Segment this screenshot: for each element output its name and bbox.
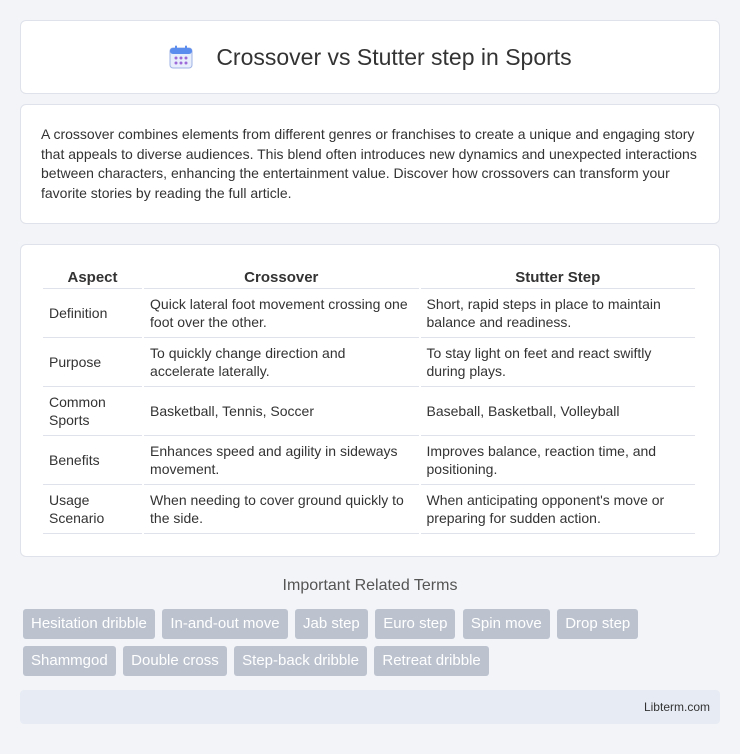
table-row	[43, 485, 695, 534]
footer	[20, 690, 720, 724]
table-cell-stutter-step: To stay light on feet and react swiftly during plays.	[421, 338, 695, 387]
table-cell-crossover: To quickly change direction and accelerate laterally.	[144, 338, 418, 387]
table-cell-aspect: Definition	[43, 289, 142, 338]
footer-site-link[interactable]: Libterm.com	[643, 700, 710, 714]
table-row	[43, 436, 695, 485]
related-term-tag[interactable]: Hesitation dribble	[23, 609, 155, 639]
related-term-tag[interactable]: Shammgod	[23, 646, 116, 676]
table-cell-crossover: When needing to cover ground quickly to the side.	[144, 485, 418, 534]
table-cell-stutter-step: When anticipating opponent's move or preparing for sudden action.	[421, 485, 695, 534]
header-stutter-step: Stutter Step	[421, 265, 695, 289]
related-term-tag[interactable]: Retreat dribble	[374, 646, 488, 676]
table-cell-stutter-step: Improves balance, reaction time, and positioning.	[421, 436, 695, 485]
related-term-tag[interactable]: Double cross	[123, 646, 227, 676]
table-cell-aspect: Purpose	[43, 338, 142, 387]
table-cell-crossover: Quick lateral foot movement crossing one foot over the other.	[144, 289, 418, 338]
intro-text: A crossover combines elements from different genres or franchises to create a unique and engaging story that appeals to diverse audiences. This blend often introduces new dynamics and unexpected interactions between characters, enhancing the entertainment value. Discover how crossovers can transform your favorite stories by reading the full article.	[41, 126, 697, 201]
table-row	[43, 289, 695, 338]
table-cell-stutter-step: Short, rapid steps in place to maintain balance and readiness.	[421, 289, 695, 338]
intro-card	[20, 104, 720, 224]
related-term-tag[interactable]: In-and-out move	[162, 609, 287, 639]
header-crossover: Crossover	[144, 265, 418, 289]
comparison-table	[41, 265, 697, 534]
table-row	[43, 387, 695, 436]
related-term-tag[interactable]: Spin move	[463, 609, 550, 639]
page-title: Crossover vs Stutter step in Sports	[216, 43, 572, 70]
table-cell-crossover: Basketball, Tennis, Soccer	[144, 387, 418, 436]
related-term-tag[interactable]: Euro step	[375, 609, 455, 639]
related-term-tag[interactable]: Jab step	[295, 609, 368, 639]
table-header-row	[43, 265, 695, 289]
table-cell-crossover: Enhances speed and agility in sideways movement.	[144, 436, 418, 485]
comparison-card	[20, 244, 720, 557]
table-row	[43, 338, 695, 387]
table-cell-stutter-step: Baseball, Basketball, Volleyball	[421, 387, 695, 436]
related-terms-title: Important Related Terms	[282, 577, 458, 594]
related-term-tag[interactable]: Drop step	[557, 609, 638, 639]
related-terms-list	[23, 609, 723, 683]
table-cell-aspect: Usage Scenario	[43, 485, 142, 534]
table-cell-aspect: Benefits	[43, 436, 142, 485]
calendar-icon	[168, 44, 194, 70]
related-term-tag[interactable]: Step-back dribble	[234, 646, 367, 676]
header-aspect: Aspect	[43, 265, 142, 289]
table-cell-aspect: Common Sports	[43, 387, 142, 436]
page-header	[20, 20, 720, 94]
